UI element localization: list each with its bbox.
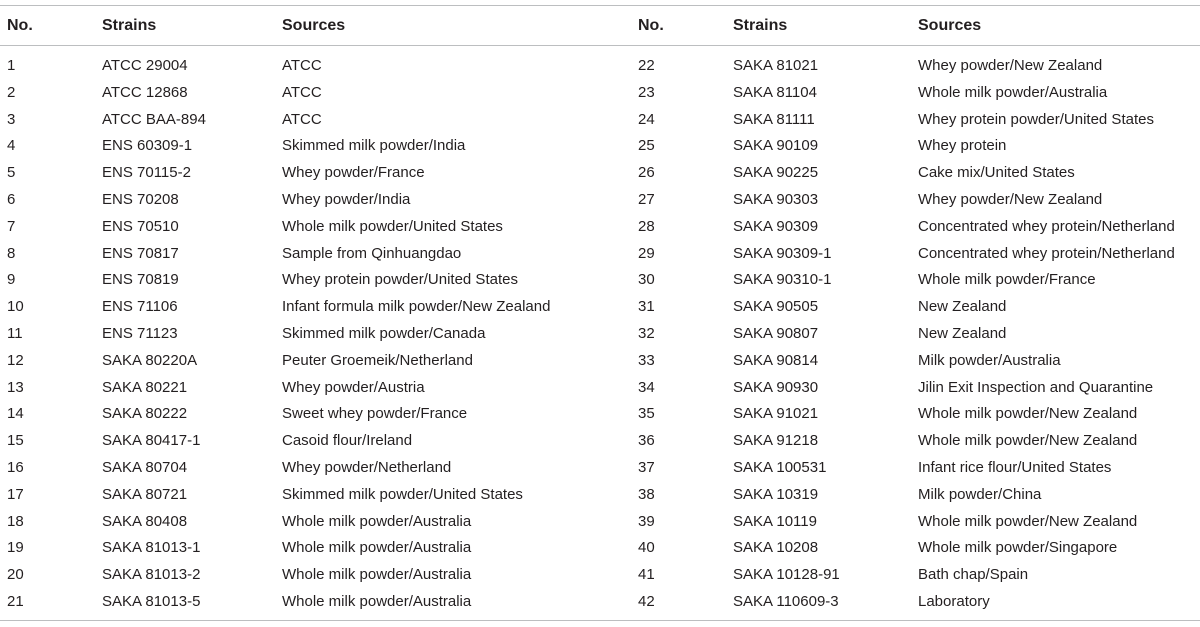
header-sources-left: Sources	[282, 17, 346, 34]
cell-no-left: 3	[7, 110, 16, 128]
cell-strain-left: ENS 70208	[102, 191, 179, 208]
cell-source-left: Sweet whey powder/France	[282, 405, 468, 423]
cell-no-left: 15	[7, 432, 24, 450]
cell-strain-left: SAKA 80222	[102, 405, 188, 423]
cell-strain-left: ATCC 12868	[102, 83, 188, 101]
cell-no-left: 19	[7, 539, 24, 557]
cell-source-right: Whole milk powder/New Zealand	[918, 512, 1138, 530]
cell-strain-left: ATCC 29004	[102, 57, 188, 74]
cell-no-right: 35	[638, 405, 655, 423]
cell-strain-left: SAKA 80221	[102, 378, 188, 396]
cell-no-right: 22	[638, 57, 655, 74]
cell-source-left: Casoid flour/Ireland	[282, 432, 413, 450]
cell-no-left: 6	[7, 191, 16, 208]
cell-source-left: Whole milk powder/Australia	[282, 539, 472, 557]
cell-no-left: 8	[7, 244, 16, 262]
cell-no-left: 7	[7, 217, 16, 235]
cell-no-left: 14	[7, 405, 24, 423]
cell-strain-right: SAKA 10319	[733, 485, 819, 503]
cell-source-right: Laboratory	[918, 593, 990, 610]
cell-source-left: Whole milk powder/Australia	[282, 566, 472, 584]
cell-strain-left: SAKA 80408	[102, 512, 188, 530]
cell-source-right: Bath chap/Spain	[918, 566, 1029, 584]
cell-strain-right: SAKA 90303	[733, 191, 819, 208]
cell-no-right: 33	[638, 351, 655, 369]
cell-strain-left: ENS 70819	[102, 271, 179, 289]
cell-source-right: Whole milk powder/New Zealand	[918, 405, 1138, 423]
cell-source-right: Jilin Exit Inspection and Quarantine	[918, 378, 1154, 396]
cell-strain-right: SAKA 100531	[733, 459, 827, 476]
cell-no-left: 10	[7, 298, 24, 316]
cell-strain-right: SAKA 110609-3	[733, 593, 839, 610]
cell-source-right: Whey protein	[918, 137, 1007, 155]
cell-no-left: 18	[7, 512, 24, 530]
header-strains-right: Strains	[733, 17, 788, 34]
cell-no-left: 11	[7, 325, 23, 342]
cell-no-left: 5	[7, 164, 16, 182]
cell-strain-left: ENS 70115-2	[102, 164, 191, 182]
cell-no-left: 1	[7, 57, 16, 74]
cell-no-left: 21	[7, 593, 24, 610]
cell-no-right: 29	[638, 244, 655, 262]
cell-no-right: 24	[638, 110, 655, 128]
cell-source-right: Milk powder/Australia	[918, 351, 1061, 369]
cell-no-left: 9	[7, 271, 16, 289]
cell-no-right: 38	[638, 485, 655, 503]
cell-no-right: 37	[638, 459, 655, 476]
cell-strain-right: SAKA 90225	[733, 164, 819, 182]
cell-strain-left: ATCC BAA-894	[102, 110, 206, 128]
cell-no-left: 2	[7, 83, 16, 101]
cell-source-right: Whole milk powder/Australia	[918, 83, 1108, 101]
cell-no-right: 25	[638, 137, 655, 155]
cell-source-right: New Zealand	[918, 298, 1007, 316]
cell-no-right: 42	[638, 593, 655, 610]
cell-source-right: Whole milk powder/Singapore	[918, 539, 1118, 557]
cell-no-left: 17	[7, 485, 24, 503]
cell-source-left: Whey protein powder/United States	[282, 271, 518, 289]
cell-source-left: Whole milk powder/United States	[282, 217, 503, 235]
cell-strain-left: SAKA 81013-1	[102, 539, 201, 557]
cell-strain-right: SAKA 10208	[733, 539, 819, 557]
cell-source-left: ATCC	[282, 83, 322, 101]
cell-source-left: Skimmed milk powder/India	[282, 137, 466, 155]
cell-source-left: Skimmed milk powder/Canada	[282, 325, 486, 342]
cell-strain-right: SAKA 81021	[733, 57, 819, 74]
cell-source-left: Whole milk powder/Australia	[282, 512, 472, 530]
cell-source-left: Whey powder/Netherland	[282, 459, 452, 476]
cell-no-right: 30	[638, 271, 655, 289]
cell-no-left: 16	[7, 459, 24, 476]
cell-no-right: 28	[638, 217, 655, 235]
cell-strain-right: SAKA 90309	[733, 217, 819, 235]
cell-source-right: Concentrated whey protein/Netherland	[918, 217, 1175, 235]
cell-strain-right: SAKA 81104	[733, 83, 817, 101]
cell-source-right: Whole milk powder/France	[918, 271, 1096, 289]
cell-source-left: Whey powder/France	[282, 164, 425, 182]
cell-no-right: 27	[638, 191, 655, 208]
cell-strain-right: SAKA 90309-1	[733, 244, 832, 262]
cell-source-left: Whey powder/Austria	[282, 378, 425, 396]
cell-strain-left: SAKA 80220A	[102, 351, 198, 369]
cell-strain-right: SAKA 90109	[733, 137, 819, 155]
cell-source-right: Whey powder/New Zealand	[918, 57, 1103, 74]
header-no-left: No.	[7, 17, 33, 34]
cell-strain-left: ENS 71123	[102, 325, 178, 342]
cell-strain-right: SAKA 91021	[733, 405, 819, 423]
header-no-right: No.	[638, 17, 664, 34]
cell-no-left: 13	[7, 378, 24, 396]
header-rule	[0, 45, 1200, 46]
cell-no-right: 23	[638, 83, 655, 101]
cell-no-right: 26	[638, 164, 655, 182]
cell-no-right: 36	[638, 432, 655, 450]
cell-strain-left: SAKA 81013-5	[102, 593, 201, 610]
cell-source-right: Whole milk powder/New Zealand	[918, 432, 1138, 450]
cell-no-left: 12	[7, 351, 24, 369]
cell-source-left: ATCC	[282, 57, 322, 74]
header-strains-left: Strains	[102, 17, 157, 34]
cell-strain-right: SAKA 90814	[733, 351, 819, 369]
cell-strain-left: ENS 70817	[102, 244, 179, 262]
cell-strain-right: SAKA 91218	[733, 432, 819, 450]
cell-strain-left: SAKA 80417-1	[102, 432, 201, 450]
cell-strain-left: ENS 70510	[102, 217, 179, 235]
cell-no-right: 40	[638, 539, 655, 557]
cell-no-right: 41	[638, 566, 655, 584]
cell-source-left: Sample from Qinhuangdao	[282, 244, 462, 262]
cell-no-right: 34	[638, 378, 655, 396]
top-rule	[0, 5, 1200, 6]
cell-strain-right: SAKA 90807	[733, 325, 819, 342]
cell-source-right: New Zealand	[918, 325, 1007, 342]
cell-strain-right: SAKA 90505	[733, 298, 819, 316]
cell-source-left: ATCC	[282, 110, 322, 128]
cell-source-right: Whey powder/New Zealand	[918, 191, 1103, 208]
cell-strain-left: SAKA 81013-2	[102, 566, 201, 584]
cell-strain-right: SAKA 10119	[733, 512, 817, 530]
cell-source-right: Concentrated whey protein/Netherland	[918, 244, 1175, 262]
cell-strain-left: SAKA 80721	[102, 485, 188, 503]
cell-no-left: 4	[7, 137, 16, 155]
cell-source-right: Cake mix/United States	[918, 164, 1075, 182]
cell-source-left: Peuter Groemeik/Netherland	[282, 351, 473, 369]
cell-no-right: 31	[638, 298, 655, 316]
cell-no-left: 20	[7, 566, 24, 584]
cell-source-left: Whey powder/India	[282, 191, 411, 208]
header-sources-right: Sources	[918, 17, 982, 34]
cell-source-right: Infant rice flour/United States	[918, 459, 1112, 476]
cell-source-left: Infant formula milk powder/New Zealand	[282, 298, 551, 316]
cell-strain-left: SAKA 80704	[102, 459, 188, 476]
cell-no-right: 39	[638, 512, 655, 530]
cell-source-right: Milk powder/China	[918, 485, 1042, 503]
cell-no-right: 32	[638, 325, 655, 342]
cell-strain-right: SAKA 90310-1	[733, 271, 832, 289]
cell-source-left: Whole milk powder/Australia	[282, 593, 472, 610]
cell-source-right: Whey protein powder/United States	[918, 110, 1154, 128]
bottom-rule	[0, 620, 1200, 621]
cell-strain-right: SAKA 81111	[733, 110, 815, 128]
cell-source-left: Skimmed milk powder/United States	[282, 485, 523, 503]
cell-strain-left: ENS 71106	[102, 298, 178, 316]
cell-strain-right: SAKA 90930	[733, 378, 819, 396]
cell-strain-right: SAKA 10128-91	[733, 566, 840, 584]
cell-strain-left: ENS 60309-1	[102, 137, 193, 155]
